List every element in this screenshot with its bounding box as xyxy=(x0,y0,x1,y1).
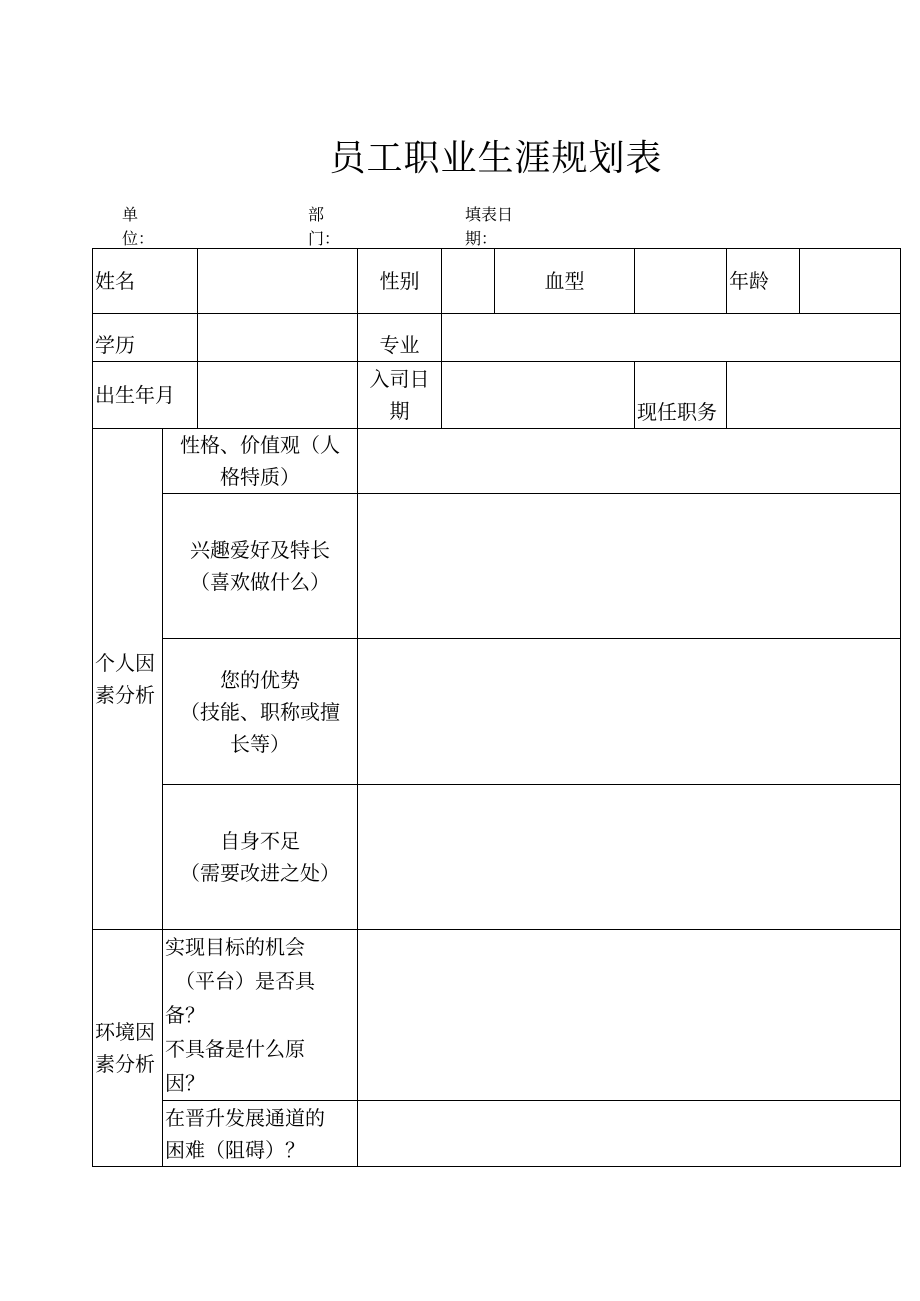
date-label-line: 期： xyxy=(465,229,498,248)
birth-label: 出生年月 xyxy=(93,362,198,429)
name-value[interactable] xyxy=(198,249,358,314)
strengths-value[interactable] xyxy=(358,639,901,785)
unit-label-line: 单 xyxy=(122,205,139,224)
unit-label xyxy=(122,203,154,251)
gender-label: 性别 xyxy=(358,249,442,314)
date-label xyxy=(465,203,513,251)
career-plan-table xyxy=(92,248,901,1167)
join-date-label-line: 入司日 xyxy=(369,367,430,391)
personal-factors-label-line: 素分析 xyxy=(95,683,155,707)
strengths-label-line: 您的优势 xyxy=(220,667,300,692)
opportunity-label-line: 不具备是什么原 xyxy=(165,1037,305,1061)
obstacles-value[interactable] xyxy=(358,1101,901,1167)
weaknesses-label-line: （需要改进之处） xyxy=(180,861,340,885)
personality-label-line: 格特质） xyxy=(220,465,300,489)
dept-label-line: 部 xyxy=(308,205,325,224)
join-date-label-line: 期 xyxy=(389,399,410,423)
blood-type-value[interactable] xyxy=(635,249,727,314)
weaknesses-value[interactable] xyxy=(358,785,901,930)
personality-label xyxy=(163,429,358,494)
personal-factors-label-line: 个人因 xyxy=(95,651,155,675)
page-title: 员工职业生涯规划表 xyxy=(329,138,663,179)
join-date-value[interactable] xyxy=(442,362,635,429)
position-label: 现任职务 xyxy=(635,362,727,429)
personality-label-line: 性格、价值观（人 xyxy=(180,433,340,457)
opportunity-label-line: 实现目标的机会 xyxy=(165,935,305,959)
obstacles-label xyxy=(163,1101,358,1167)
date-label-line: 填表日 xyxy=(465,205,514,224)
dept-label-line: 门： xyxy=(308,229,341,248)
opportunity-label-line: 因？ xyxy=(165,1071,205,1095)
age-value[interactable] xyxy=(800,249,901,314)
strengths-label-line: 长等） xyxy=(230,731,290,756)
opportunity-label xyxy=(163,930,358,1101)
personal-factors-label xyxy=(93,429,163,930)
age-label: 年龄 xyxy=(727,249,800,314)
dept-label xyxy=(308,203,340,251)
unit-label-line: 位： xyxy=(122,229,155,248)
interests-label-line: 兴趣爱好及特长 xyxy=(190,538,330,562)
education-label: 学历 xyxy=(93,314,198,362)
interests-label xyxy=(163,494,358,639)
position-value[interactable] xyxy=(727,362,901,429)
opportunity-label-line: 备？ xyxy=(165,1003,205,1027)
obstacles-label-line: 在晋升发展通道的 xyxy=(165,1105,325,1130)
weaknesses-label-line: 自身不足 xyxy=(220,829,300,853)
obstacles-label-line: 困难（阻碍）？ xyxy=(165,1137,305,1162)
opportunity-value[interactable] xyxy=(358,930,901,1101)
birth-value[interactable] xyxy=(198,362,358,429)
interests-value[interactable] xyxy=(358,494,901,639)
strengths-label-line: （技能、职称或擅 xyxy=(180,699,340,724)
environment-factors-label xyxy=(93,930,163,1167)
interests-label-line: （喜欢做什么） xyxy=(190,570,330,594)
blood-type-label: 血型 xyxy=(495,249,635,314)
education-value[interactable] xyxy=(198,314,358,362)
environment-factors-label-line: 素分析 xyxy=(95,1052,155,1076)
join-date-label xyxy=(358,362,442,429)
name-label: 姓名 xyxy=(93,249,198,314)
environment-factors-label-line: 环境因 xyxy=(95,1020,155,1044)
personality-value[interactable] xyxy=(358,429,901,494)
opportunity-label-line: （平台）是否具 xyxy=(175,969,315,993)
weaknesses-label xyxy=(163,785,358,930)
major-label: 专业 xyxy=(358,314,442,362)
gender-value[interactable] xyxy=(442,249,495,314)
major-value[interactable] xyxy=(442,314,901,362)
strengths-label xyxy=(163,639,358,785)
